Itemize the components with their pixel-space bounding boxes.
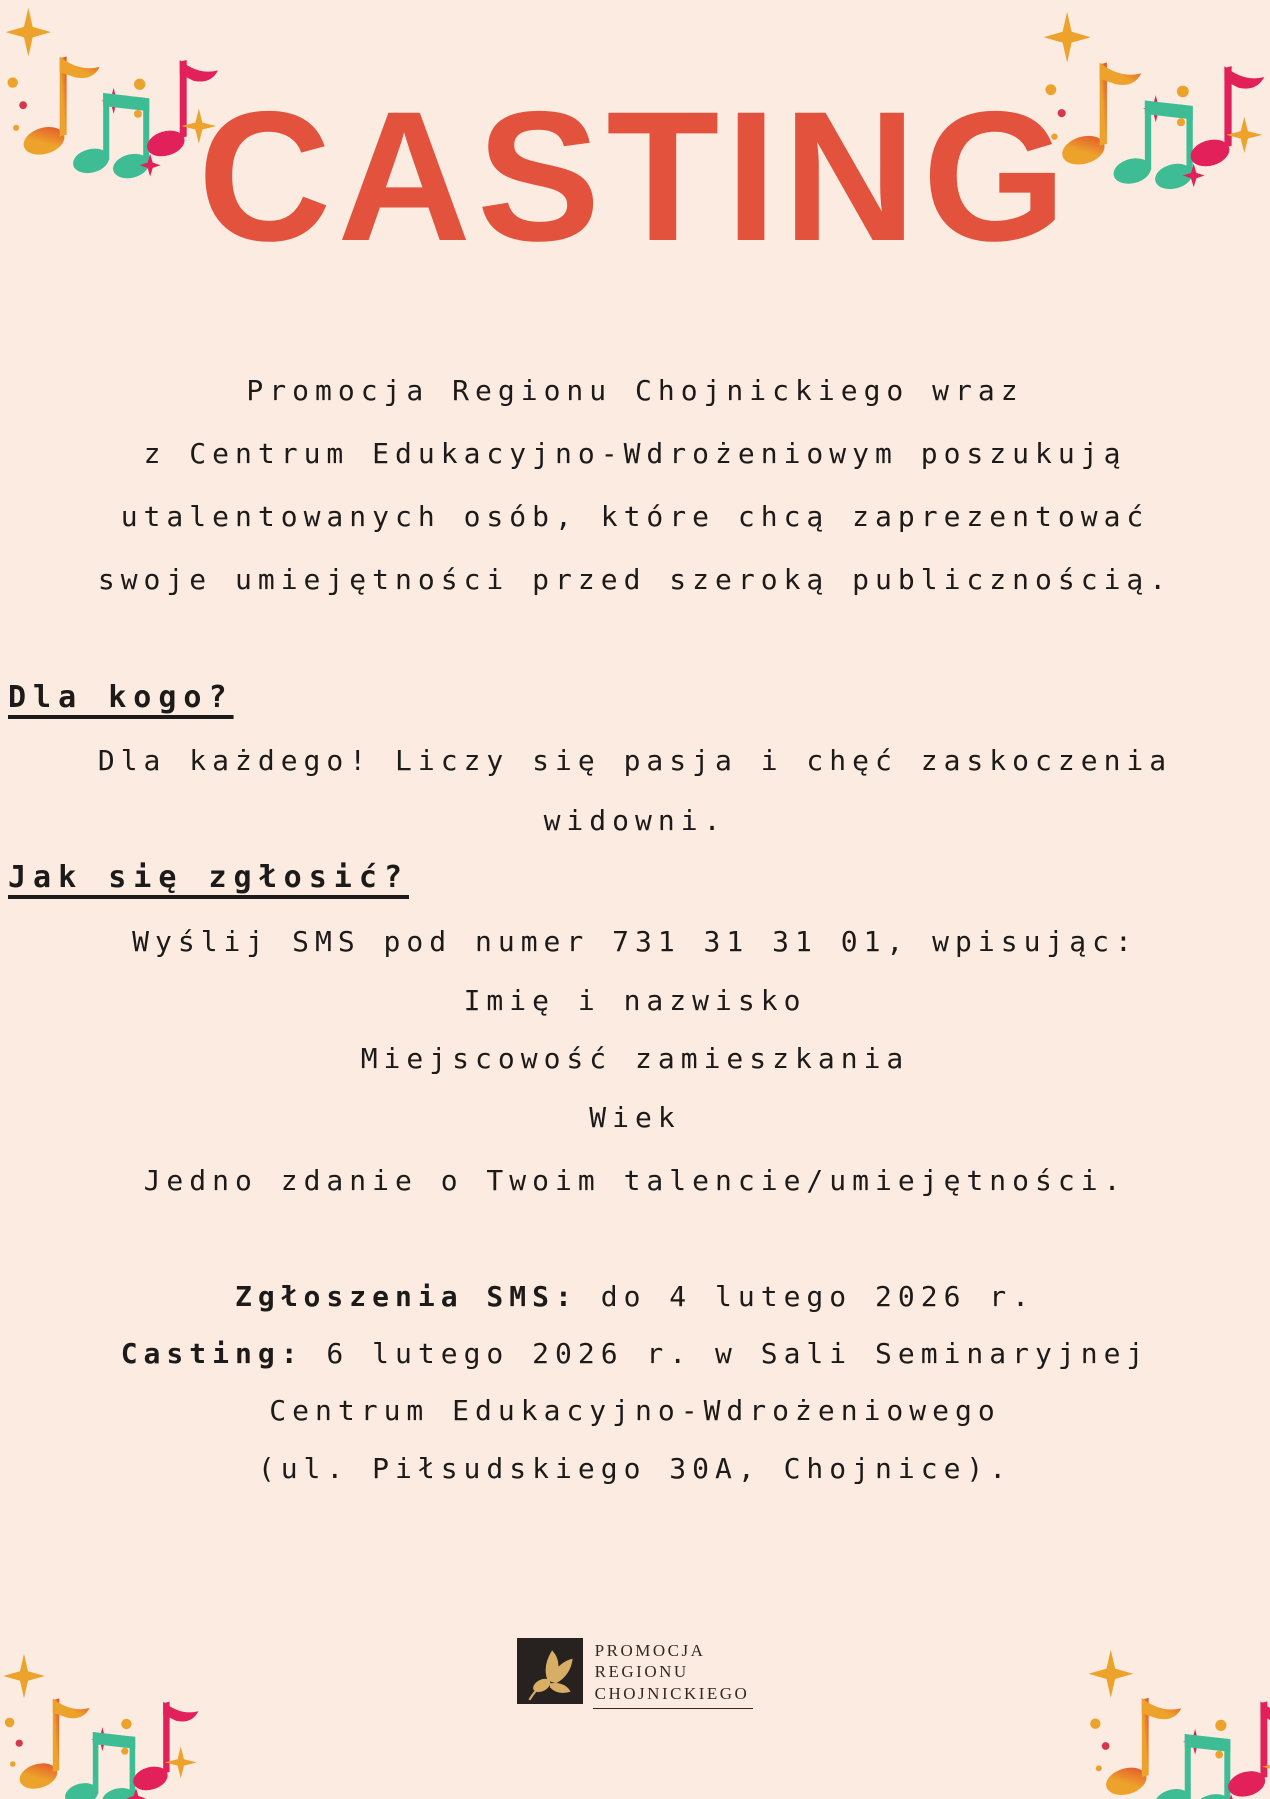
casting-date-label: Casting: [120,1337,304,1370]
venue-line: Centrum Edukacyjno-Wdrożeniowego [269,1394,1001,1427]
casting-date-line [0,1337,1270,1371]
section-heading-for-whom: Dla kogo? [8,680,234,715]
logo-line: REGIONU [594,1662,689,1682]
intro-line: Promocja Regionu Chojnickiego wraz [246,374,1024,407]
intro-line: z Centrum Edukacyjno-Wdrożeniowym poszukują [143,437,1127,470]
poster-title: CASTING [197,74,1073,280]
sms-deadline-line [0,1280,1270,1314]
sms-deadline-label: Zgłoszenia SMS: [234,1280,578,1313]
for-whom-line: widowni. [543,804,727,837]
how-to-apply-line: Imię i nazwisko [463,984,807,1017]
how-to-apply-line: Jedno zdanie o Twoim talencie/umiejętności. [143,1164,1127,1197]
logo-leaf-icon [517,1638,583,1704]
logo-line: CHOJNICKIEGO [594,1683,750,1703]
how-to-apply-line: Miejscowość zamieszkania [360,1042,910,1075]
for-whom-line: Dla każdego! Liczy się pasja i chęć zaskoczenia [97,744,1173,777]
logo-wordmark [593,1638,754,1709]
intro-line: swoje umiejętności przed szeroką publicznością. [97,563,1173,596]
logo-line: PROMOCJA [594,1641,706,1660]
casting-date-value: 6 lutego 2026 r. w Sali Seminaryjnej [303,1337,1150,1370]
address-line: (ul. Piłsudskiego 30A, Chojnice). [257,1452,1013,1485]
how-to-apply-line: Wyślij SMS pod numer 731 31 31 01, wpisując: [132,925,1138,958]
organizer-logo [0,1638,1270,1709]
section-heading-how-to-apply: Jak się zgłosić? [8,860,409,895]
sms-deadline-value: do 4 lutego 2026 r. [577,1280,1036,1313]
how-to-apply-line: Wiek [589,1101,681,1134]
intro-line: utalentowanych osób, które chcą zaprezentować [120,500,1150,533]
